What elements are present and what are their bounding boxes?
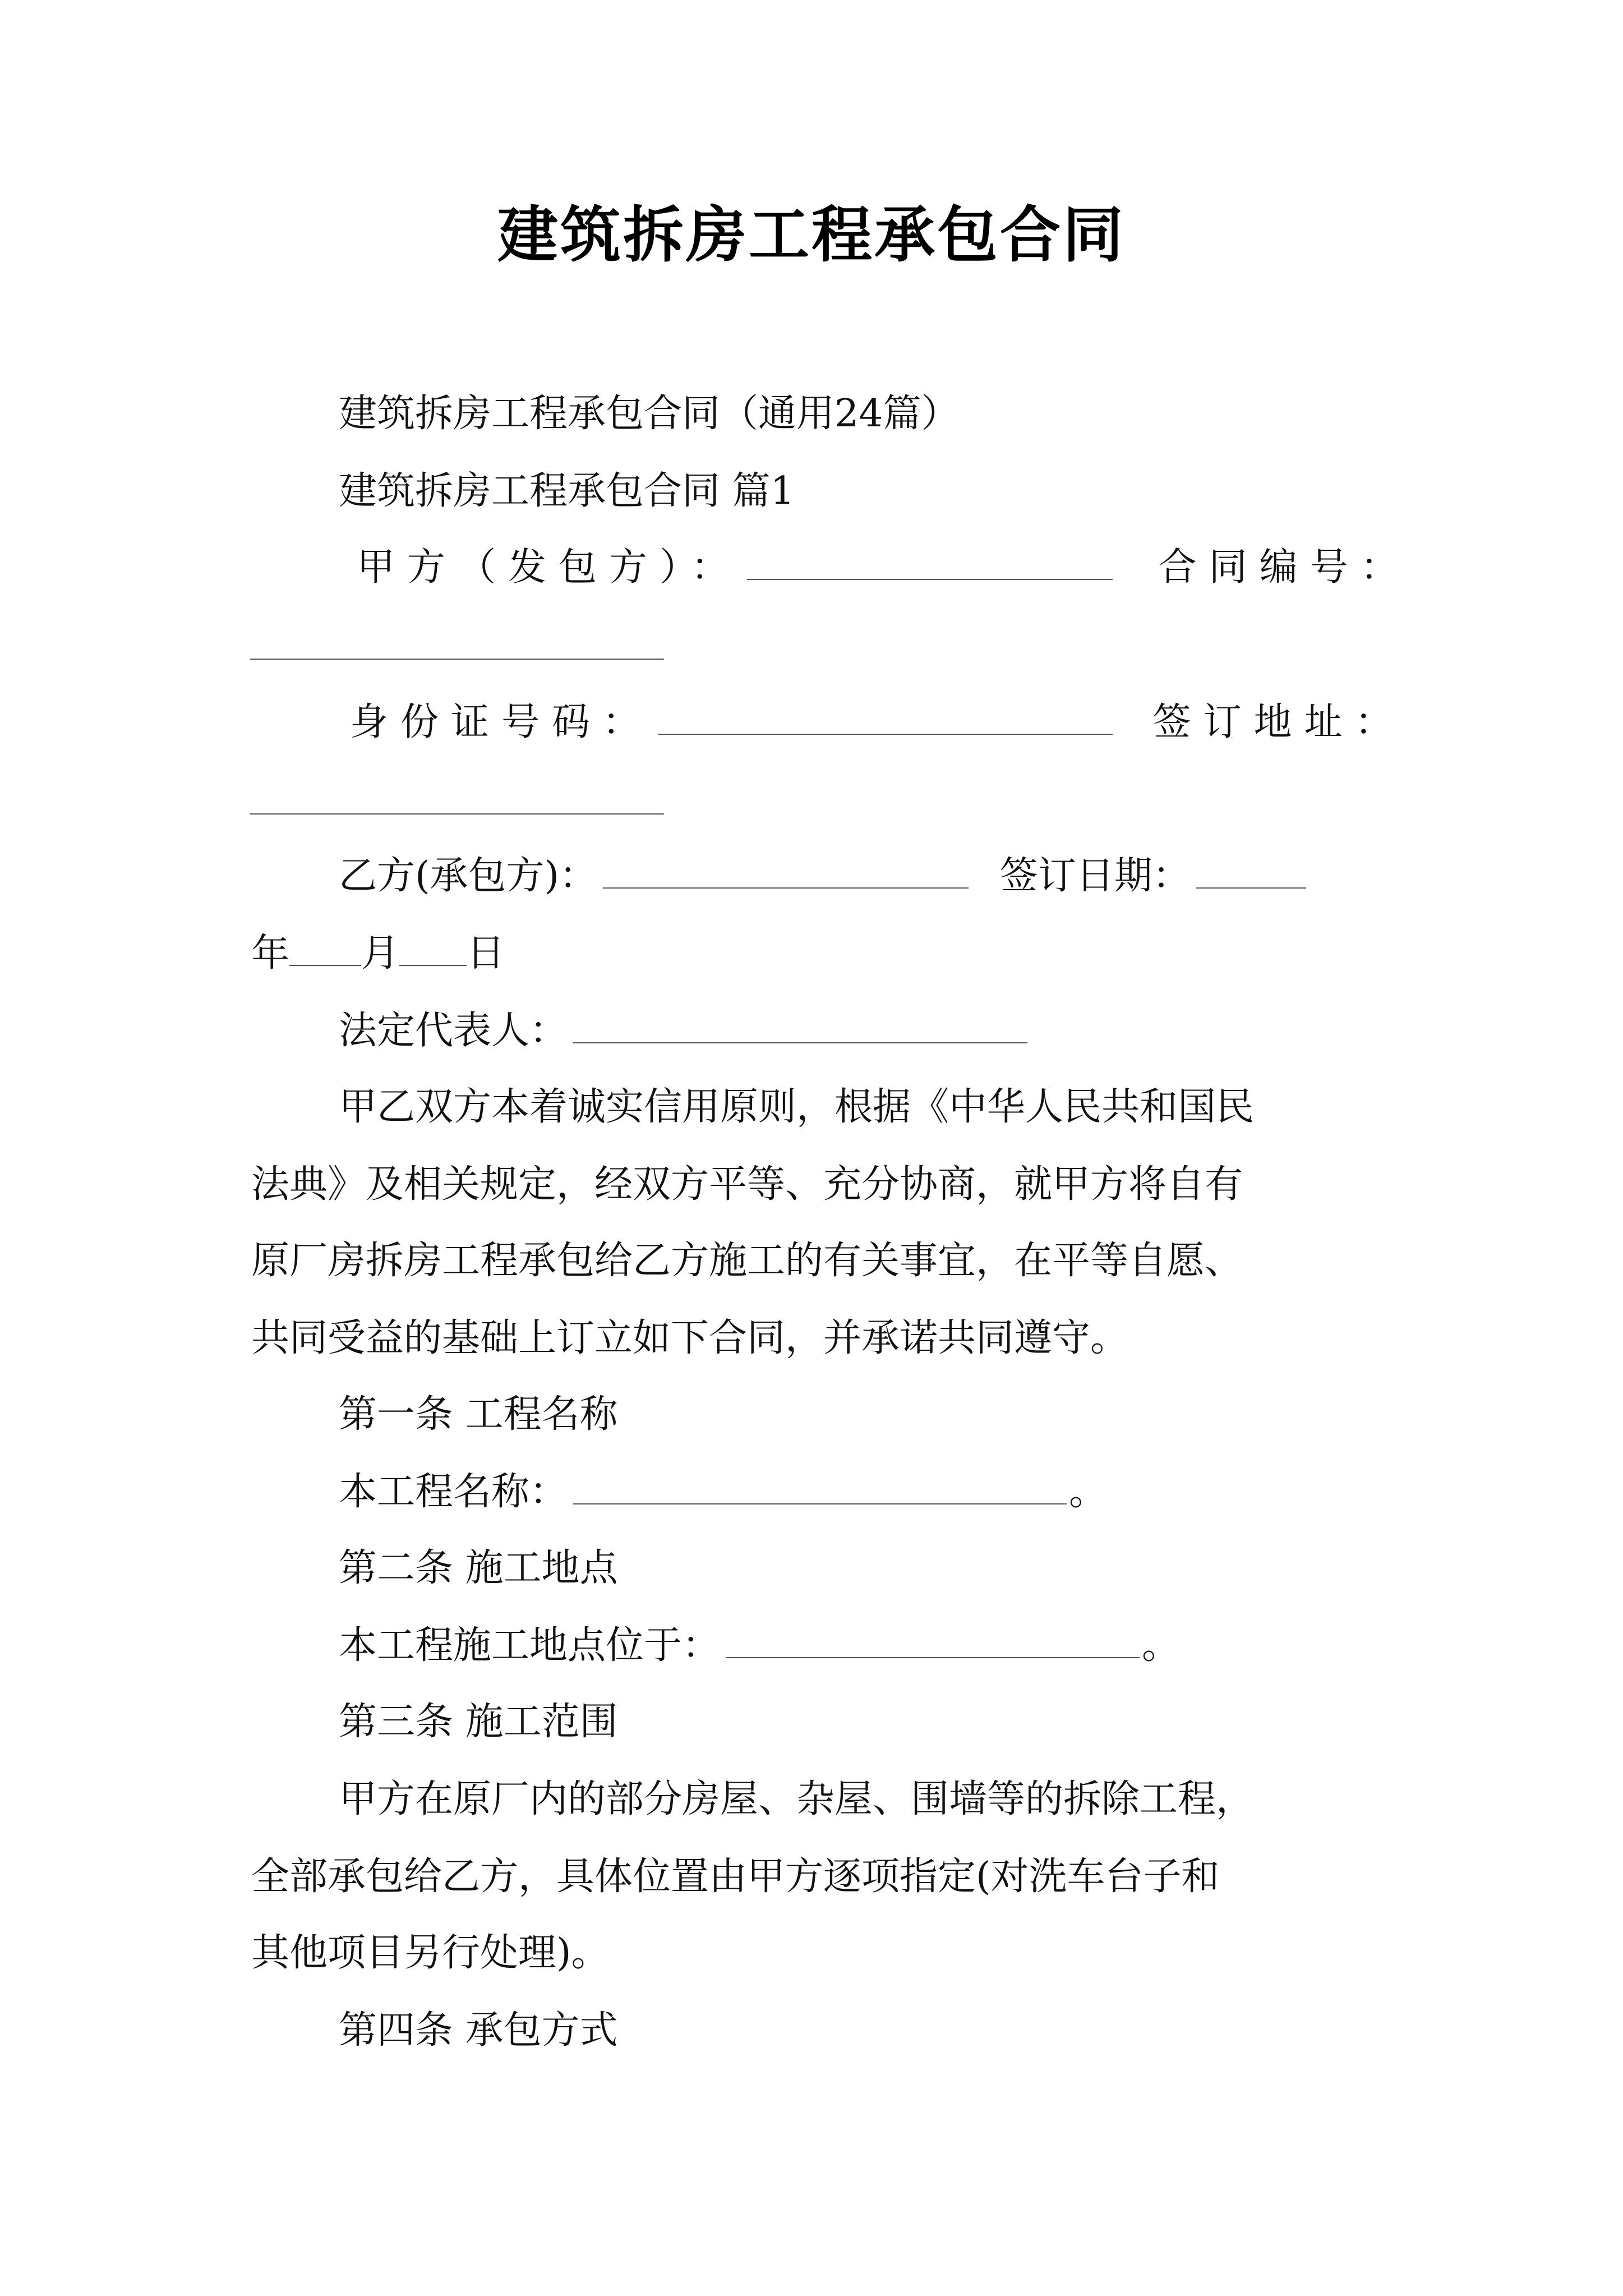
contract-no-blank [250, 659, 664, 660]
project-name-row [339, 1464, 1107, 1520]
legal-rep-blank [573, 1009, 1027, 1043]
scope-line-1: 甲方在原厂内的部分房屋、杂屋、围墙等的拆除工程， [339, 1777, 1255, 1821]
month-blank [399, 931, 467, 966]
project-name-blank [573, 1470, 1067, 1504]
preamble-line-3: 原厂房拆房工程承包给乙方施工的有关事宜，在平等自愿、 [251, 1239, 1243, 1283]
site-label: 本工程施工地点位于： [339, 1623, 721, 1668]
id-number-blank [658, 700, 1113, 735]
date-month: 月 [361, 931, 400, 976]
preamble-line-2: 法典》及相关规定，经双方平等、充分协商，就甲方将自有 [251, 1162, 1243, 1207]
date-year: 年 [251, 931, 290, 976]
article-4-heading: 第四条 承包方式 [339, 2008, 618, 2053]
project-name-period: 。 [1069, 1470, 1108, 1514]
project-name-label: 本工程名称： [339, 1470, 568, 1514]
legal-rep-label: 法定代表人： [339, 1009, 568, 1053]
party-a-blank [747, 545, 1113, 580]
date-row [251, 926, 505, 982]
party-a-label: 甲方（发包方）： [357, 545, 742, 590]
article-3-heading: 第三条 施工范围 [339, 1700, 618, 1744]
preamble-line-4: 共同受益的基础上订立如下合同，并承诺共同遵守。 [251, 1316, 1129, 1360]
article-1-heading: 第一条 工程名称 [339, 1392, 618, 1437]
site-blank [726, 1623, 1140, 1658]
preamble-line-1: 甲乙双方本着诚实信用原则，根据《中华人民共和国民 [339, 1085, 1255, 1129]
section-heading: 建筑拆房工程承包合同 篇1 [339, 469, 795, 513]
party-b-label: 乙方(承包方)： [339, 854, 598, 898]
date-day: 日 [467, 931, 505, 976]
site-period: 。 [1142, 1623, 1181, 1668]
party-a-row [357, 540, 1411, 596]
legal-rep-row [339, 1003, 1033, 1059]
contract-no-label: 合同编号： [1158, 545, 1411, 590]
document-subtitle: 建筑拆房工程承包合同（通用24篇） [339, 392, 960, 436]
scope-line-2: 全部承包给乙方，具体位置由甲方逐项指定(对洗车台子和 [251, 1855, 1220, 1899]
id-number-row [350, 694, 1405, 751]
year-blank [289, 931, 361, 966]
id-number-label: 身份证号码： [350, 700, 653, 744]
sign-date-label: 签订日期： [999, 854, 1191, 898]
scope-line-3: 其他项目另行处理)。 [251, 1931, 610, 1975]
document-title: 建筑拆房工程承包合同 [497, 200, 1126, 270]
sign-address-label: 签订地址： [1152, 700, 1405, 744]
party-b-row [339, 848, 1312, 904]
article-2-heading: 第二条 施工地点 [339, 1546, 618, 1590]
site-row [339, 1618, 1180, 1674]
sign-address-blank [250, 813, 664, 815]
sign-date-blank [1196, 854, 1306, 889]
party-b-blank [603, 854, 969, 889]
